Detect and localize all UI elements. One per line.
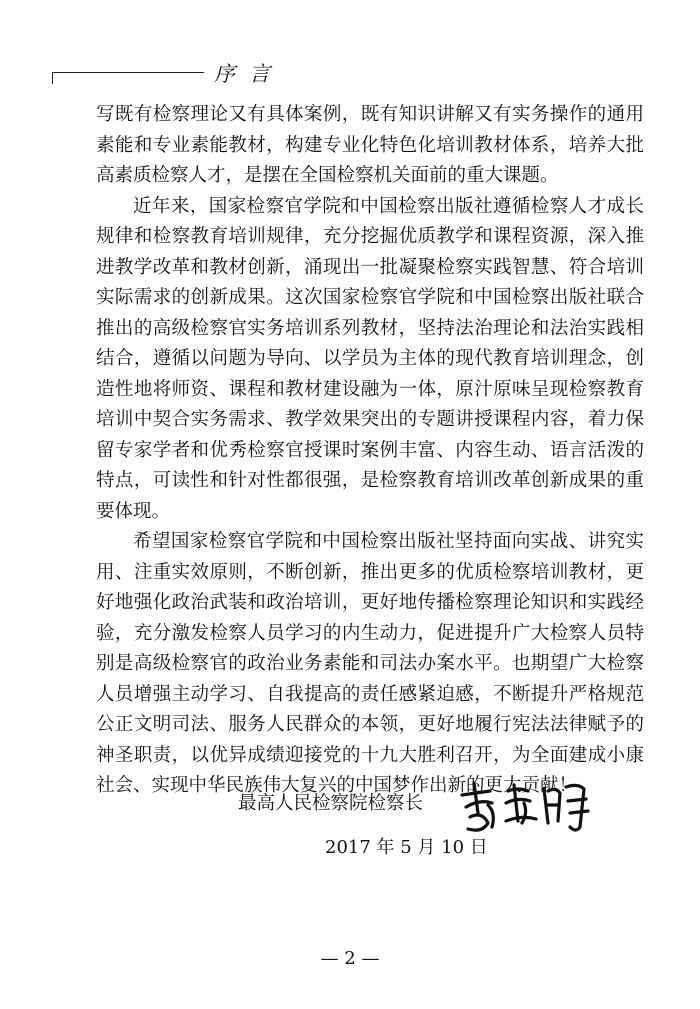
header-rule — [52, 72, 204, 73]
header-rule-tick — [52, 72, 53, 84]
chapter-title: 序言 — [214, 62, 284, 86]
preface-body — [96, 100, 644, 802]
date-line: 2017 年 5 月 10 日 — [325, 837, 488, 858]
page-number: — 2 — — [320, 948, 380, 969]
signature-block — [0, 777, 700, 837]
signatory-title: 最高人民检察院检察长 — [238, 793, 424, 814]
handwritten-signature — [452, 777, 602, 837]
chapter-header — [0, 58, 700, 88]
paragraph-2: 近年来，国家检察官学院和中国检察出版社遵循检察人才成长规律和检察教育培训规律，充分挖掘优质教学和课程资源，深入推进教学改革和教材创新，涌现出一批凝聚检察实践智慧、符合培训实际需求的创新成果。这次国家检察官学院和中国检察出版社联合推出的高级检察官实务培训系列教材，坚持法治理论和法治实践相结合，遵循以问题为导向、以学员为主体的现代教育培训理念，创造性地将师资、课程和教材建设融为一体，原汁原味呈现检察教育培训中契合实务需求、教学效果突出的专题讲授课程内容，着力保留专家学者和优秀检察官授课时案例丰富、内容生动、语言活泼的特点，可读性和针对性都很强，是检察教育培训改革创新成果的重要体现。 — [96, 195, 644, 522]
paragraph-1: 写既有检察理论又有具体案例，既有知识讲解又有实务操作的通用素能和专业素能教材，构建专业化特色化培训教材体系，培养大批高素质检察人才，是摆在全国检察机关面前的重大课题。 — [96, 104, 644, 186]
paragraph-3: 希望国家检察官学院和中国检察出版社坚持面向实战、讲究实用、注重实效原则，不断创新，推出更多的优质检察培训教材，更好地强化政治武装和政治培训，更好地传播检察理论知识和实践经验，充分激发检察人员学习的内生动力，促进提升广大检察人员特别是高级检察官的政治业务素能和司法办案水平。也期望广大检察人员增强主动学习、自我提高的责任感紧迫感，不断提升严格规范公正文明司法、服务人民群众的本领，更好地履行宪法法律赋予的神圣职责，以优异成绩迎接党的十九大胜利召开，为全面建成小康社会、实现中华民族伟大复兴的中国梦作出新的更大贡献！ — [96, 531, 644, 796]
